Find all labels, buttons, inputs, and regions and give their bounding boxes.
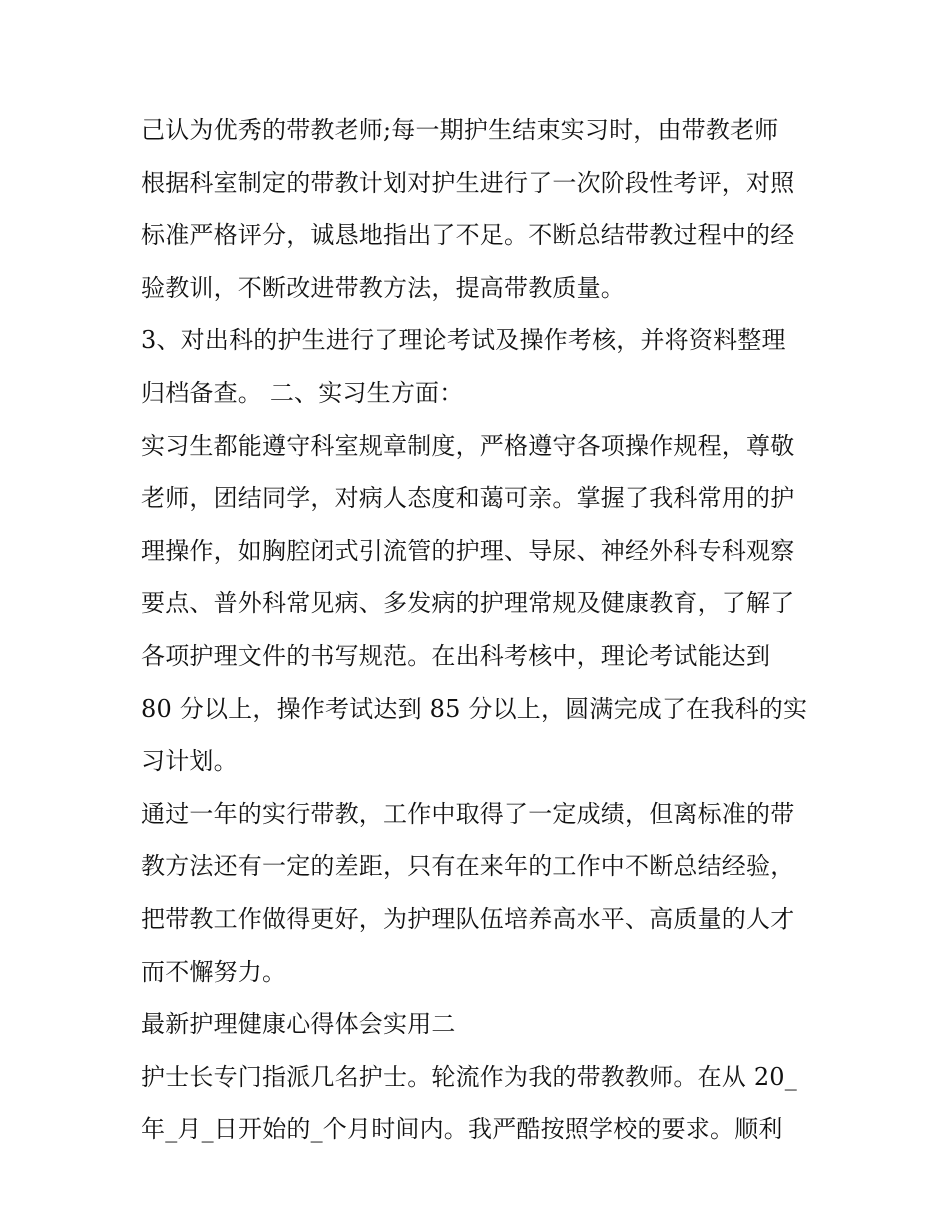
text-line: 理操作，如胸腔闭式引流管的护理、导尿、神经外科专科观察 (141, 536, 795, 565)
text-line: 要点、普外科常见病、多发病的护理常规及健康教育，了解了 (141, 589, 795, 618)
text-line: 年_月_日开始的_个月时间内。我严酷按照学校的要求。顺利 (141, 1115, 783, 1144)
text-line: 3、对出科的护生进行了理论考试及操作考核，并将资料整理 (141, 326, 786, 355)
document-body (141, 108, 831, 1160)
text-line: 验教训，不断改进带教方法，提高带教质量。 (141, 273, 625, 302)
text-line: 把带教工作做得更好，为护理队伍培养高水平、高质量的人才 (141, 904, 795, 933)
text-line: 各项护理文件的书写规范。在出科考核中，理论考试能达到 (141, 641, 771, 670)
text-line: 根据科室制定的带教计划对护生进行了一次阶段性考评，对照 (141, 168, 795, 197)
section-heading: 最新护理健康心得体会实用二 (141, 1010, 456, 1039)
text-line: 教方法还有一定的差距，只有在来年的工作中不断总结经验， (141, 852, 795, 881)
text-line: 标准严格评分，诚恳地指出了不足。不断总结带教过程中的经 (141, 221, 795, 250)
text-line: 而不懈努力。 (141, 957, 287, 986)
text-line: 习计划。 (141, 747, 238, 776)
text-line: 通过一年的实行带教，工作中取得了一定成绩，但离标准的带 (141, 799, 795, 828)
text-line: 己认为优秀的带教老师;每一期护生结束实习时，由带教老师 (141, 116, 779, 144)
text-line: 归档备查。 二、实习生方面： (141, 378, 464, 407)
text-line: 老师，团结同学，对病人态度和蔼可亲。掌握了我科常用的护 (141, 484, 795, 513)
text-line: 实习生都能遵守科室规章制度，严格遵守各项操作规程，尊敬 (141, 431, 795, 460)
text-line: 护士长专门指派几名护士。轮流作为我的带教教师。在从 20_ (141, 1062, 797, 1091)
text-line: 80 分以上，操作考试达到 85 分以上，圆满完成了在我科的实 (141, 694, 808, 723)
